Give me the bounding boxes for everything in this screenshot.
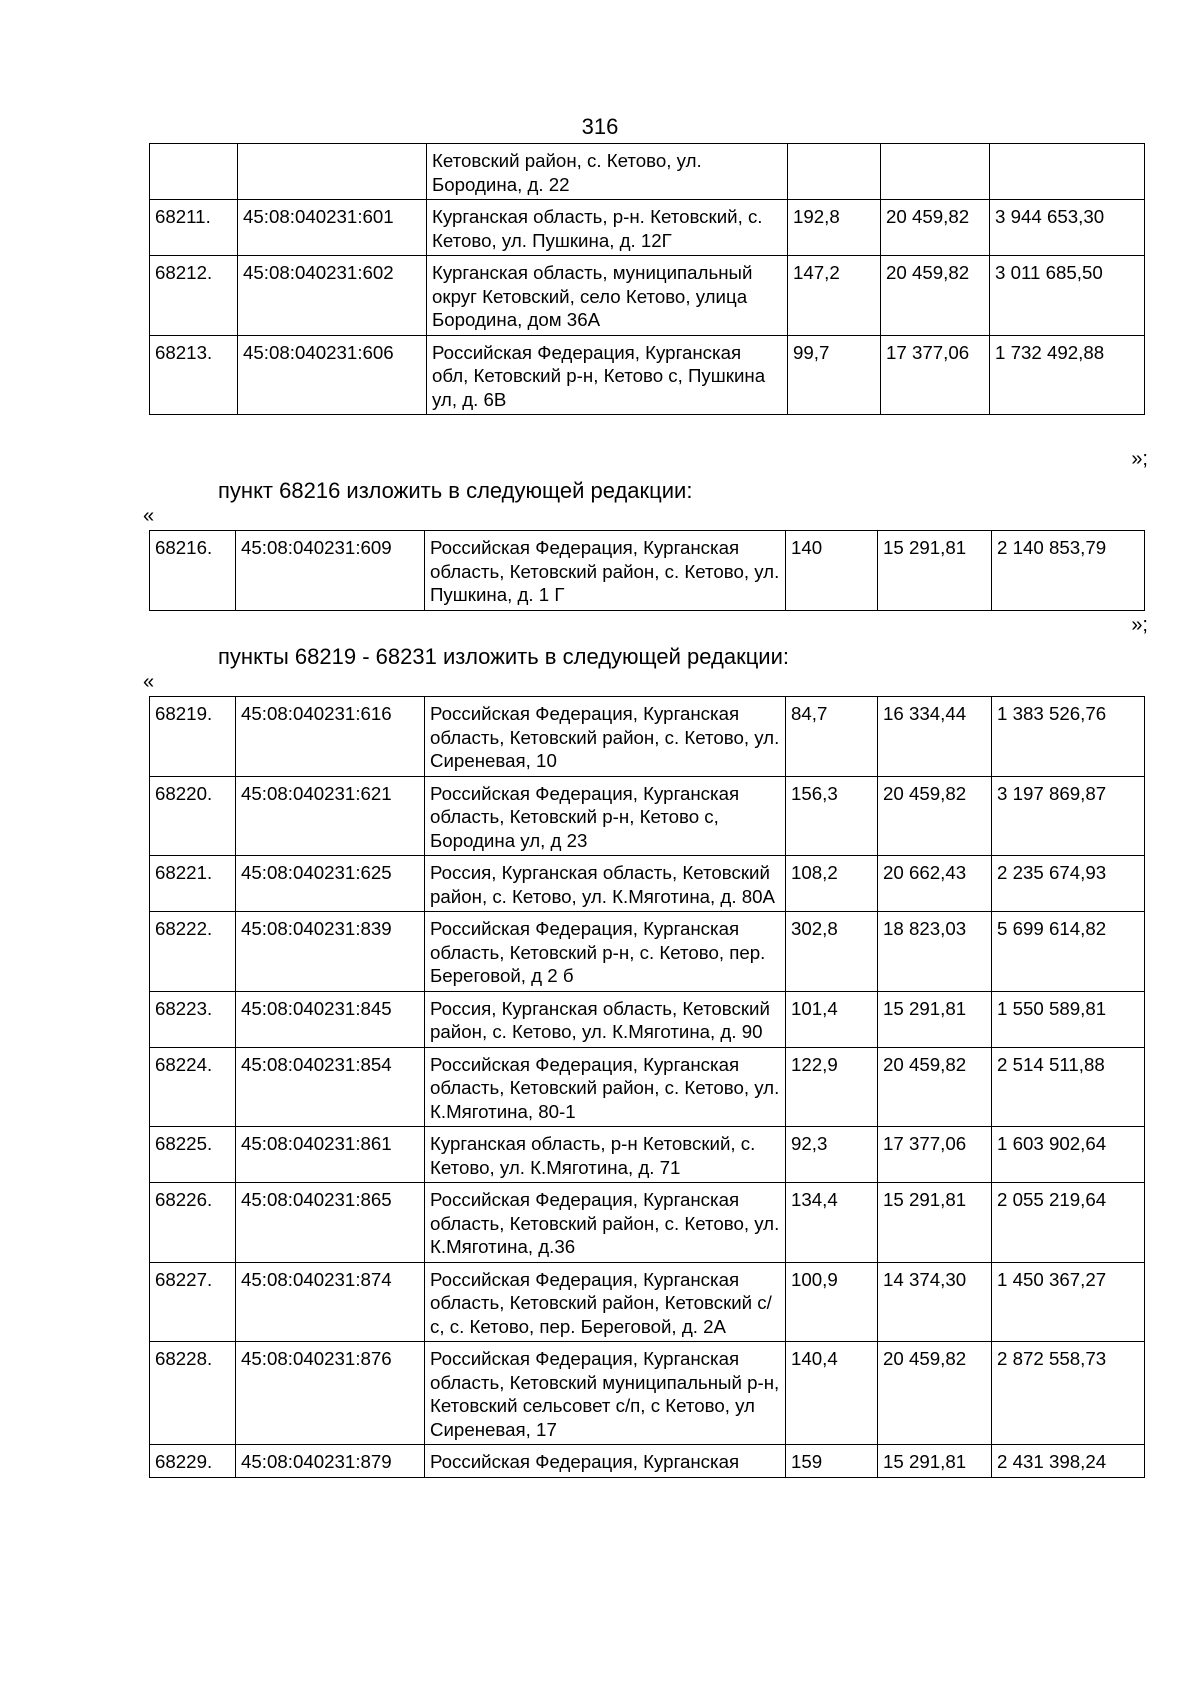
unit-price: 20 459,82	[878, 1047, 992, 1127]
total-value: 1 383 526,76	[992, 697, 1145, 777]
area: 140,4	[786, 1342, 878, 1445]
area: 302,8	[786, 912, 878, 992]
amendment-paragraph: пункт 68216 изложить в следующей редакции:	[218, 478, 693, 503]
cadastral-number: 45:08:040231:861	[236, 1127, 425, 1183]
unit-price: 18 823,03	[878, 912, 992, 992]
cadastral-number: 45:08:040231:602	[238, 256, 427, 336]
cadastral-number: 45:08:040231:601	[238, 200, 427, 256]
cadastral-number: 45:08:040231:609	[236, 531, 425, 611]
unit-price: 15 291,81	[878, 531, 992, 611]
cadastral-number: 45:08:040231:854	[236, 1047, 425, 1127]
area: 156,3	[786, 776, 878, 856]
unit-price: 15 291,81	[878, 991, 992, 1047]
address: Российская Федерация, Курганская область, Кетовский р-н, Кетово с, Бородина ул, д 23	[425, 776, 786, 856]
table-row	[150, 335, 1145, 415]
row-number: 68221.	[150, 856, 236, 912]
table-row	[150, 1183, 1145, 1263]
cadastral-number: 45:08:040231:865	[236, 1183, 425, 1263]
table-row	[150, 1445, 1145, 1478]
table-row	[150, 1047, 1145, 1127]
address: Россия, Курганская область, Кетовский район, с. Кетово, ул. К.Мяготина, д. 80А	[425, 856, 786, 912]
page-number: 316	[581, 114, 619, 139]
address: Курганская область, р-н. Кетовский, с. Кетово, ул. Пушкина, д. 12Г	[427, 200, 788, 256]
total-value: 1 603 902,64	[992, 1127, 1145, 1183]
unit-price: 20 459,82	[881, 200, 990, 256]
total-value: 2 872 558,73	[992, 1342, 1145, 1445]
row-number: 68223.	[150, 991, 236, 1047]
row-number: 68228.	[150, 1342, 236, 1445]
registry-table-2	[149, 530, 1145, 611]
table-row	[150, 991, 1145, 1047]
row-number: 68225.	[150, 1127, 236, 1183]
cadastral-number: 45:08:040231:876	[236, 1342, 425, 1445]
area: 92,3	[786, 1127, 878, 1183]
unit-price: 16 334,44	[878, 697, 992, 777]
cadastral-number: 45:08:040231:625	[236, 856, 425, 912]
unit-price: 15 291,81	[878, 1183, 992, 1263]
address: Российская Федерация, Курганская область, Кетовский район, Кетовский с/с, с. Кетово, пер. Береговой, д. 2А	[425, 1262, 786, 1342]
cadastral-number: 45:08:040231:874	[236, 1262, 425, 1342]
area: 134,4	[786, 1183, 878, 1263]
address: Россия, Курганская область, Кетовский район, с. Кетово, ул. К.Мяготина, д. 90	[425, 991, 786, 1047]
address: Кетовский район, с. Кетово, ул. Бородина, д. 22	[427, 144, 788, 200]
address: Российская Федерация, Курганская область, Кетовский район, с. Кетово, ул. К.Мяготина, 80-1	[425, 1047, 786, 1127]
unit-price: 20 662,43	[878, 856, 992, 912]
total-value: 3 011 685,50	[990, 256, 1145, 336]
opening-quote: «	[143, 505, 155, 527]
address: Курганская область, р-н Кетовский, с. Кетово, ул. К.Мяготина, д. 71	[425, 1127, 786, 1183]
table-row	[150, 1342, 1145, 1445]
cadastral-number: 45:08:040231:845	[236, 991, 425, 1047]
cadastral-number: 45:08:040231:839	[236, 912, 425, 992]
table-row	[150, 697, 1145, 777]
total-value: 2 514 511,88	[992, 1047, 1145, 1127]
table-row	[150, 144, 1145, 200]
closing-quote: »;	[1131, 448, 1148, 470]
area: 147,2	[788, 256, 881, 336]
area: 99,7	[788, 335, 881, 415]
amendment-paragraph: пункты 68219 - 68231 изложить в следующей редакции:	[218, 644, 790, 669]
table-row	[150, 531, 1145, 611]
area: 108,2	[786, 856, 878, 912]
total-value: 2 055 219,64	[992, 1183, 1145, 1263]
address: Курганская область, муниципальный округ Кетовский, село Кетово, улица Бородина, дом 36А	[427, 256, 788, 336]
table-row	[150, 776, 1145, 856]
total-value	[990, 144, 1145, 200]
area	[788, 144, 881, 200]
area: 101,4	[786, 991, 878, 1047]
unit-price: 20 459,82	[878, 776, 992, 856]
unit-price: 17 377,06	[878, 1127, 992, 1183]
row-number	[150, 144, 238, 200]
unit-price: 14 374,30	[878, 1262, 992, 1342]
opening-quote: «	[143, 671, 155, 693]
address: Российская Федерация, Курганская область, Кетовский район, с. Кетово, ул. Сиреневая, 10	[425, 697, 786, 777]
area: 140	[786, 531, 878, 611]
total-value: 3 944 653,30	[990, 200, 1145, 256]
total-value: 2 140 853,79	[992, 531, 1145, 611]
row-number: 68227.	[150, 1262, 236, 1342]
total-value: 1 450 367,27	[992, 1262, 1145, 1342]
area: 100,9	[786, 1262, 878, 1342]
row-number: 68220.	[150, 776, 236, 856]
total-value: 2 431 398,24	[992, 1445, 1145, 1478]
closing-quote: »;	[1131, 614, 1148, 636]
cadastral-number	[238, 144, 427, 200]
table-row	[150, 912, 1145, 992]
area: 84,7	[786, 697, 878, 777]
total-value: 2 235 674,93	[992, 856, 1145, 912]
table-row	[150, 856, 1145, 912]
total-value: 1 732 492,88	[990, 335, 1145, 415]
cadastral-number: 45:08:040231:879	[236, 1445, 425, 1478]
unit-price: 20 459,82	[878, 1342, 992, 1445]
row-number: 68212.	[150, 256, 238, 336]
row-number: 68226.	[150, 1183, 236, 1263]
area: 159	[786, 1445, 878, 1478]
row-number: 68219.	[150, 697, 236, 777]
unit-price: 15 291,81	[878, 1445, 992, 1478]
unit-price: 20 459,82	[881, 256, 990, 336]
area: 122,9	[786, 1047, 878, 1127]
cadastral-number: 45:08:040231:616	[236, 697, 425, 777]
table-row	[150, 1262, 1145, 1342]
row-number: 68222.	[150, 912, 236, 992]
address: Российская Федерация, Курганская область, Кетовский район, с. Кетово, ул. Пушкина, д. 1 Г	[425, 531, 786, 611]
row-number: 68211.	[150, 200, 238, 256]
address: Российская Федерация, Курганская область, Кетовский муниципальный р-н, Кетовский сельсовет с/п, с Кетово, ул Сиреневая, 17	[425, 1342, 786, 1445]
table-row	[150, 200, 1145, 256]
registry-table-1	[149, 143, 1145, 415]
row-number: 68216.	[150, 531, 236, 611]
row-number: 68229.	[150, 1445, 236, 1478]
address: Российская Федерация, Курганская обл, Кетовский р-н, Кетово с, Пушкина ул, д. 6В	[427, 335, 788, 415]
table-row	[150, 1127, 1145, 1183]
total-value: 1 550 589,81	[992, 991, 1145, 1047]
cadastral-number: 45:08:040231:606	[238, 335, 427, 415]
address: Российская Федерация, Курганская	[425, 1445, 786, 1478]
unit-price	[881, 144, 990, 200]
row-number: 68213.	[150, 335, 238, 415]
address: Российская Федерация, Курганская область, Кетовский р-н, с. Кетово, пер. Береговой, д 2 б	[425, 912, 786, 992]
table-row	[150, 256, 1145, 336]
total-value: 5 699 614,82	[992, 912, 1145, 992]
area: 192,8	[788, 200, 881, 256]
address: Российская Федерация, Курганская область, Кетовский район, с. Кетово, ул. К.Мяготина, д.36	[425, 1183, 786, 1263]
registry-table-3	[149, 696, 1145, 1478]
row-number: 68224.	[150, 1047, 236, 1127]
total-value: 3 197 869,87	[992, 776, 1145, 856]
cadastral-number: 45:08:040231:621	[236, 776, 425, 856]
unit-price: 17 377,06	[881, 335, 990, 415]
